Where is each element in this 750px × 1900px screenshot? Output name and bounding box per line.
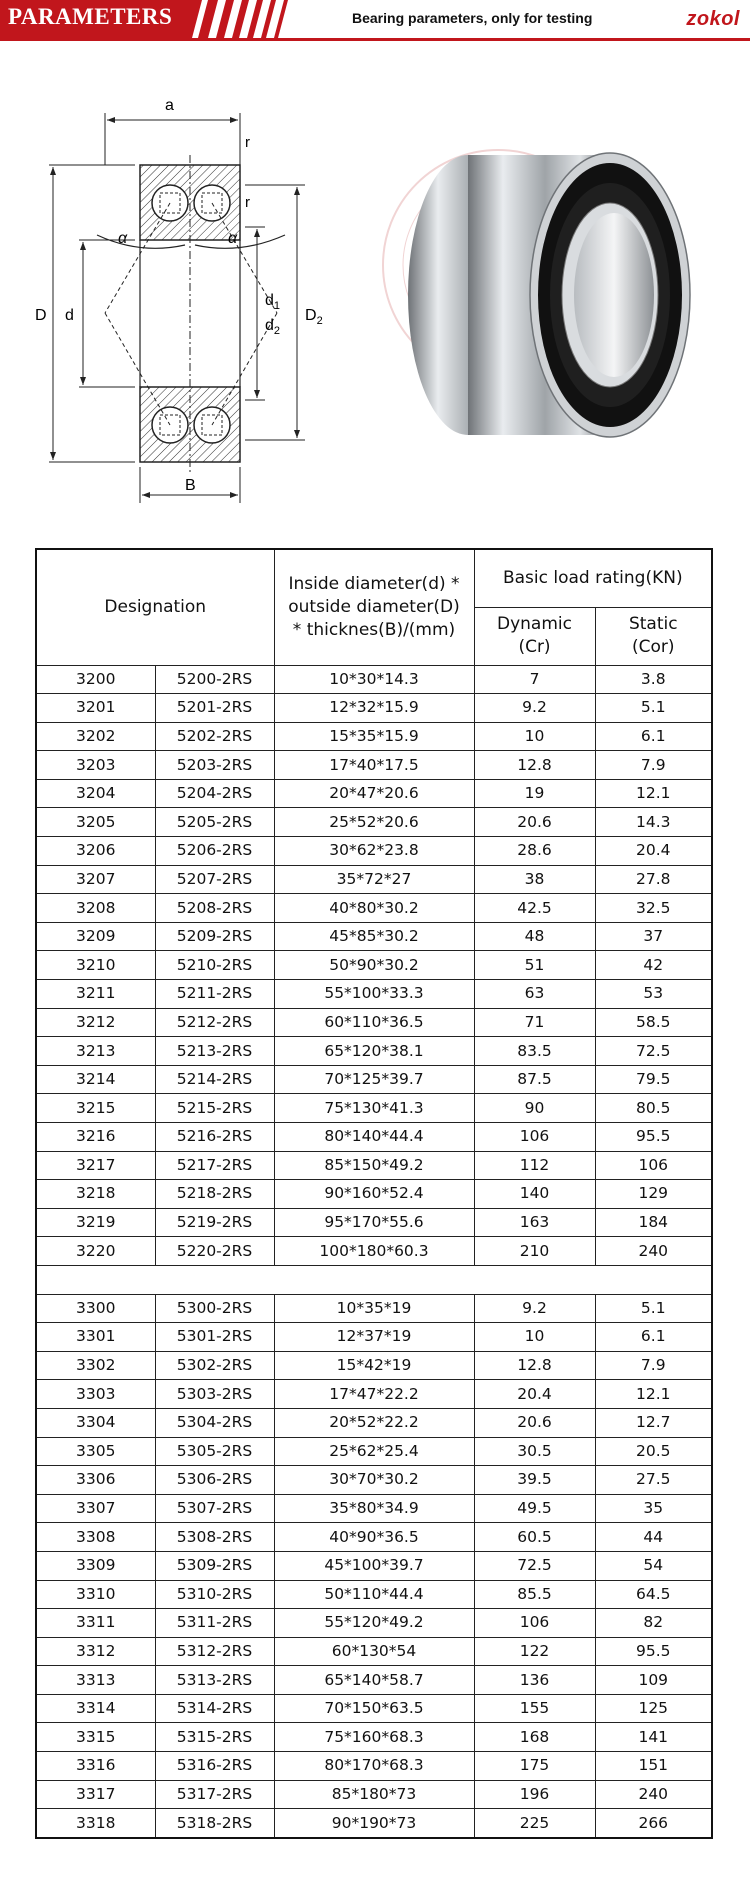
cell-static: 20.4 bbox=[595, 837, 712, 866]
table-row bbox=[36, 722, 712, 751]
cell-static: 141 bbox=[595, 1723, 712, 1752]
cell-series: 3214 bbox=[36, 1065, 155, 1094]
cell-dynamic: 10 bbox=[474, 722, 595, 751]
cell-designation: 5203-2RS bbox=[155, 751, 274, 780]
cell-dimensions: 65*120*38.1 bbox=[274, 1037, 474, 1066]
cell-designation: 5220-2RS bbox=[155, 1237, 274, 1266]
table-row bbox=[36, 1637, 712, 1666]
cell-dimensions: 20*47*20.6 bbox=[274, 779, 474, 808]
cell-designation: 5210-2RS bbox=[155, 951, 274, 980]
cell-dynamic: 9.2 bbox=[474, 694, 595, 723]
header-banner bbox=[0, 0, 750, 42]
label-r-top: r bbox=[245, 134, 250, 151]
cell-static: 240 bbox=[595, 1780, 712, 1809]
cell-dimensions: 80*140*44.4 bbox=[274, 1123, 474, 1152]
cell-designation: 5312-2RS bbox=[155, 1637, 274, 1666]
cell-dimensions: 75*130*41.3 bbox=[274, 1094, 474, 1123]
cell-series: 3300 bbox=[36, 1294, 155, 1323]
cell-designation: 5302-2RS bbox=[155, 1351, 274, 1380]
alpha-label-left: α bbox=[118, 230, 128, 247]
table-group-32xx bbox=[36, 665, 712, 1265]
cell-series: 3314 bbox=[36, 1694, 155, 1723]
cell-dynamic: 163 bbox=[474, 1208, 595, 1237]
table-row bbox=[36, 1666, 712, 1695]
cell-designation: 5217-2RS bbox=[155, 1151, 274, 1180]
cell-series: 3307 bbox=[36, 1494, 155, 1523]
cell-dimensions: 55*120*49.2 bbox=[274, 1609, 474, 1638]
cell-designation: 5204-2RS bbox=[155, 779, 274, 808]
cell-dimensions: 35*72*27 bbox=[274, 865, 474, 894]
cell-dynamic: 210 bbox=[474, 1237, 595, 1266]
cell-dimensions: 40*80*30.2 bbox=[274, 894, 474, 923]
table-row bbox=[36, 1437, 712, 1466]
cell-series: 3218 bbox=[36, 1180, 155, 1209]
label-d: d bbox=[65, 307, 74, 324]
table-row bbox=[36, 1180, 712, 1209]
table-group-separator bbox=[36, 1265, 712, 1294]
cell-dimensions: 75*160*68.3 bbox=[274, 1723, 474, 1752]
cell-designation: 5214-2RS bbox=[155, 1065, 274, 1094]
cell-designation: 5201-2RS bbox=[155, 694, 274, 723]
cell-designation: 5208-2RS bbox=[155, 894, 274, 923]
header-underline bbox=[0, 38, 750, 41]
cell-dimensions: 50*110*44.4 bbox=[274, 1580, 474, 1609]
cell-designation: 5315-2RS bbox=[155, 1723, 274, 1752]
cell-dimensions: 55*100*33.3 bbox=[274, 980, 474, 1009]
cell-dynamic: 60.5 bbox=[474, 1523, 595, 1552]
cell-dynamic: 175 bbox=[474, 1752, 595, 1781]
cell-static: 37 bbox=[595, 922, 712, 951]
table-row bbox=[36, 1208, 712, 1237]
label-r-mid: r bbox=[245, 194, 250, 211]
table-row bbox=[36, 1151, 712, 1180]
cell-designation: 5200-2RS bbox=[155, 665, 274, 694]
cell-dynamic: 168 bbox=[474, 1723, 595, 1752]
cell-static: 106 bbox=[595, 1151, 712, 1180]
cell-static: 82 bbox=[595, 1609, 712, 1638]
cell-designation: 5213-2RS bbox=[155, 1037, 274, 1066]
cell-dimensions: 50*90*30.2 bbox=[274, 951, 474, 980]
cell-series: 3212 bbox=[36, 1008, 155, 1037]
cell-designation: 5216-2RS bbox=[155, 1123, 274, 1152]
cell-dimensions: 70*125*39.7 bbox=[274, 1065, 474, 1094]
cell-designation: 5308-2RS bbox=[155, 1523, 274, 1552]
cell-dimensions: 25*62*25.4 bbox=[274, 1437, 474, 1466]
cell-series: 3204 bbox=[36, 779, 155, 808]
cell-static: 240 bbox=[595, 1237, 712, 1266]
cell-designation: 5205-2RS bbox=[155, 808, 274, 837]
cell-static: 20.5 bbox=[595, 1437, 712, 1466]
cell-dynamic: 140 bbox=[474, 1180, 595, 1209]
cell-dimensions: 45*100*39.7 bbox=[274, 1551, 474, 1580]
cell-static: 14.3 bbox=[595, 808, 712, 837]
cell-designation: 5300-2RS bbox=[155, 1294, 274, 1323]
cell-dimensions: 100*180*60.3 bbox=[274, 1237, 474, 1266]
cell-designation: 5311-2RS bbox=[155, 1609, 274, 1638]
table-row bbox=[36, 922, 712, 951]
table-row bbox=[36, 1037, 712, 1066]
brand-logo: zokol bbox=[686, 8, 740, 30]
cell-series: 3313 bbox=[36, 1666, 155, 1695]
cell-designation: 5313-2RS bbox=[155, 1666, 274, 1695]
cell-dynamic: 122 bbox=[474, 1637, 595, 1666]
table-row bbox=[36, 751, 712, 780]
cell-designation: 5215-2RS bbox=[155, 1094, 274, 1123]
cell-static: 7.9 bbox=[595, 751, 712, 780]
cell-static: 27.8 bbox=[595, 865, 712, 894]
cell-dynamic: 90 bbox=[474, 1094, 595, 1123]
table-row bbox=[36, 779, 712, 808]
label-d1: $d_1$ bbox=[265, 292, 281, 312]
page-subtitle: Bearing parameters, only for testing bbox=[352, 10, 593, 26]
cell-designation: 5318-2RS bbox=[155, 1809, 274, 1838]
cell-static: 53 bbox=[595, 980, 712, 1009]
cell-dynamic: 71 bbox=[474, 1008, 595, 1037]
cell-dynamic: 85.5 bbox=[474, 1580, 595, 1609]
cell-dynamic: 72.5 bbox=[474, 1551, 595, 1580]
cell-series: 3302 bbox=[36, 1351, 155, 1380]
cell-designation: 5211-2RS bbox=[155, 980, 274, 1009]
cell-dynamic: 39.5 bbox=[474, 1466, 595, 1495]
cell-static: 95.5 bbox=[595, 1123, 712, 1152]
cell-static: 58.5 bbox=[595, 1008, 712, 1037]
cell-dynamic: 51 bbox=[474, 951, 595, 980]
cell-static: 44 bbox=[595, 1523, 712, 1552]
cell-dynamic: 63 bbox=[474, 980, 595, 1009]
cell-dimensions: 20*52*22.2 bbox=[274, 1408, 474, 1437]
header-load-rating: Basic load rating(KN) bbox=[474, 549, 712, 607]
label-D2: $D_2$ bbox=[305, 307, 323, 327]
cell-dynamic: 10 bbox=[474, 1323, 595, 1352]
cell-dynamic: 12.8 bbox=[474, 751, 595, 780]
cell-series: 3305 bbox=[36, 1437, 155, 1466]
cell-dynamic: 83.5 bbox=[474, 1037, 595, 1066]
cell-series: 3202 bbox=[36, 722, 155, 751]
table-row bbox=[36, 1008, 712, 1037]
cell-dynamic: 38 bbox=[474, 865, 595, 894]
bearing-parameters-table bbox=[35, 548, 711, 1839]
cell-designation: 5218-2RS bbox=[155, 1180, 274, 1209]
cell-designation: 5209-2RS bbox=[155, 922, 274, 951]
cell-designation: 5304-2RS bbox=[155, 1408, 274, 1437]
label-a: a bbox=[165, 97, 174, 114]
cell-dynamic: 87.5 bbox=[474, 1065, 595, 1094]
cell-series: 3203 bbox=[36, 751, 155, 780]
cell-designation: 5202-2RS bbox=[155, 722, 274, 751]
cell-designation: 5207-2RS bbox=[155, 865, 274, 894]
cell-static: 64.5 bbox=[595, 1580, 712, 1609]
cell-static: 32.5 bbox=[595, 894, 712, 923]
cell-dynamic: 196 bbox=[474, 1780, 595, 1809]
cell-static: 7.9 bbox=[595, 1351, 712, 1380]
cell-static: 125 bbox=[595, 1694, 712, 1723]
cell-dimensions: 12*37*19 bbox=[274, 1323, 474, 1352]
table-row bbox=[36, 1065, 712, 1094]
header-dimensions: Inside diameter(d) * outside diameter(D) * thicknes(B)/(mm) bbox=[274, 549, 474, 665]
table-row bbox=[36, 1494, 712, 1523]
bearing-photo bbox=[378, 135, 718, 455]
cell-series: 3206 bbox=[36, 837, 155, 866]
cell-static: 129 bbox=[595, 1180, 712, 1209]
table-row bbox=[36, 1323, 712, 1352]
cell-static: 12.1 bbox=[595, 779, 712, 808]
header-static: Static (Cor) bbox=[595, 607, 712, 665]
cell-dynamic: 20.6 bbox=[474, 1408, 595, 1437]
cell-series: 3205 bbox=[36, 808, 155, 837]
table-row bbox=[36, 1609, 712, 1638]
cell-designation: 5219-2RS bbox=[155, 1208, 274, 1237]
cell-designation: 5310-2RS bbox=[155, 1580, 274, 1609]
table-row bbox=[36, 1094, 712, 1123]
cell-dimensions: 90*160*52.4 bbox=[274, 1180, 474, 1209]
cell-dynamic: 106 bbox=[474, 1123, 595, 1152]
cell-static: 5.1 bbox=[595, 1294, 712, 1323]
cell-series: 3200 bbox=[36, 665, 155, 694]
table-row bbox=[36, 665, 712, 694]
cell-designation: 5206-2RS bbox=[155, 837, 274, 866]
table-row bbox=[36, 1694, 712, 1723]
cell-dimensions: 45*85*30.2 bbox=[274, 922, 474, 951]
cell-dynamic: 20.4 bbox=[474, 1380, 595, 1409]
table-row bbox=[36, 694, 712, 723]
cell-static: 109 bbox=[595, 1666, 712, 1695]
cell-dimensions: 30*62*23.8 bbox=[274, 837, 474, 866]
cell-designation: 5317-2RS bbox=[155, 1780, 274, 1809]
table-row bbox=[36, 1523, 712, 1552]
cell-designation: 5306-2RS bbox=[155, 1466, 274, 1495]
table-row bbox=[36, 1580, 712, 1609]
table-row bbox=[36, 1809, 712, 1838]
cell-designation: 5316-2RS bbox=[155, 1752, 274, 1781]
cell-dimensions: 95*170*55.6 bbox=[274, 1208, 474, 1237]
cell-dimensions: 35*80*34.9 bbox=[274, 1494, 474, 1523]
cell-static: 72.5 bbox=[595, 1037, 712, 1066]
cell-dynamic: 28.6 bbox=[474, 837, 595, 866]
cell-dimensions: 25*52*20.6 bbox=[274, 808, 474, 837]
cell-dynamic: 12.8 bbox=[474, 1351, 595, 1380]
cell-series: 3315 bbox=[36, 1723, 155, 1752]
cell-dynamic: 112 bbox=[474, 1151, 595, 1180]
cell-static: 3.8 bbox=[595, 665, 712, 694]
cell-dimensions: 90*190*73 bbox=[274, 1809, 474, 1838]
cell-dimensions: 65*140*58.7 bbox=[274, 1666, 474, 1695]
cell-designation: 5314-2RS bbox=[155, 1694, 274, 1723]
cell-dynamic: 30.5 bbox=[474, 1437, 595, 1466]
cell-series: 3220 bbox=[36, 1237, 155, 1266]
cell-series: 3216 bbox=[36, 1123, 155, 1152]
label-D: D bbox=[35, 307, 47, 324]
cell-series: 3210 bbox=[36, 951, 155, 980]
table-row bbox=[36, 1752, 712, 1781]
cell-static: 266 bbox=[595, 1809, 712, 1838]
cell-dynamic: 7 bbox=[474, 665, 595, 694]
table-row bbox=[36, 808, 712, 837]
cell-static: 12.1 bbox=[595, 1380, 712, 1409]
cell-dynamic: 225 bbox=[474, 1809, 595, 1838]
cell-dimensions: 12*32*15.9 bbox=[274, 694, 474, 723]
header-stripes bbox=[188, 0, 338, 38]
table-row bbox=[36, 1780, 712, 1809]
cell-static: 79.5 bbox=[595, 1065, 712, 1094]
cell-dynamic: 136 bbox=[474, 1666, 595, 1695]
table-row bbox=[36, 1294, 712, 1323]
header-designation: Designation bbox=[36, 549, 274, 665]
table-row bbox=[36, 980, 712, 1009]
cell-dimensions: 70*150*63.5 bbox=[274, 1694, 474, 1723]
table-row bbox=[36, 1466, 712, 1495]
cell-dimensions: 15*35*15.9 bbox=[274, 722, 474, 751]
cell-dynamic: 106 bbox=[474, 1609, 595, 1638]
table-row bbox=[36, 865, 712, 894]
cell-dynamic: 49.5 bbox=[474, 1494, 595, 1523]
cell-static: 151 bbox=[595, 1752, 712, 1781]
table-row bbox=[36, 1551, 712, 1580]
table-row bbox=[36, 1380, 712, 1409]
cell-series: 3213 bbox=[36, 1037, 155, 1066]
cell-dynamic: 9.2 bbox=[474, 1294, 595, 1323]
cell-static: 6.1 bbox=[595, 1323, 712, 1352]
table-row bbox=[36, 1723, 712, 1752]
table-row bbox=[36, 1408, 712, 1437]
cell-dimensions: 85*150*49.2 bbox=[274, 1151, 474, 1180]
cell-static: 184 bbox=[595, 1208, 712, 1237]
cell-dimensions: 17*47*22.2 bbox=[274, 1380, 474, 1409]
cell-series: 3311 bbox=[36, 1609, 155, 1638]
cell-dynamic: 155 bbox=[474, 1694, 595, 1723]
cell-series: 3207 bbox=[36, 865, 155, 894]
cell-dynamic: 19 bbox=[474, 779, 595, 808]
cell-series: 3217 bbox=[36, 1151, 155, 1180]
cell-designation: 5303-2RS bbox=[155, 1380, 274, 1409]
cell-dynamic: 48 bbox=[474, 922, 595, 951]
table-row bbox=[36, 1237, 712, 1266]
cell-series: 3219 bbox=[36, 1208, 155, 1237]
cell-dimensions: 60*130*54 bbox=[274, 1637, 474, 1666]
cell-dimensions: 60*110*36.5 bbox=[274, 1008, 474, 1037]
cell-series: 3316 bbox=[36, 1752, 155, 1781]
cell-series: 3317 bbox=[36, 1780, 155, 1809]
cell-designation: 5307-2RS bbox=[155, 1494, 274, 1523]
cell-dimensions: 40*90*36.5 bbox=[274, 1523, 474, 1552]
cell-static: 54 bbox=[595, 1551, 712, 1580]
table-row bbox=[36, 1351, 712, 1380]
cell-series: 3211 bbox=[36, 980, 155, 1009]
cell-static: 42 bbox=[595, 951, 712, 980]
cell-series: 3201 bbox=[36, 694, 155, 723]
cell-series: 3309 bbox=[36, 1551, 155, 1580]
cell-dimensions: 80*170*68.3 bbox=[274, 1752, 474, 1781]
cell-static: 27.5 bbox=[595, 1466, 712, 1495]
cell-static: 6.1 bbox=[595, 722, 712, 751]
label-d2: $d_2$ bbox=[265, 317, 281, 337]
table-group-33xx bbox=[36, 1294, 712, 1838]
cell-designation: 5212-2RS bbox=[155, 1008, 274, 1037]
cell-static: 5.1 bbox=[595, 694, 712, 723]
cell-series: 3318 bbox=[36, 1809, 155, 1838]
table-row bbox=[36, 837, 712, 866]
cell-series: 3215 bbox=[36, 1094, 155, 1123]
table-row bbox=[36, 951, 712, 980]
page-title: PARAMETERS bbox=[8, 4, 173, 29]
cell-series: 3308 bbox=[36, 1523, 155, 1552]
label-B: B bbox=[185, 477, 196, 494]
table-row bbox=[36, 894, 712, 923]
alpha-label-right: α bbox=[228, 230, 238, 247]
cell-dimensions: 10*35*19 bbox=[274, 1294, 474, 1323]
cell-dimensions: 17*40*17.5 bbox=[274, 751, 474, 780]
cell-static: 35 bbox=[595, 1494, 712, 1523]
cell-dimensions: 30*70*30.2 bbox=[274, 1466, 474, 1495]
cell-dynamic: 20.6 bbox=[474, 808, 595, 837]
cell-dimensions: 10*30*14.3 bbox=[274, 665, 474, 694]
cell-static: 95.5 bbox=[595, 1637, 712, 1666]
table-row bbox=[36, 1123, 712, 1152]
cell-designation: 5301-2RS bbox=[155, 1323, 274, 1352]
cell-static: 80.5 bbox=[595, 1094, 712, 1123]
cell-series: 3208 bbox=[36, 894, 155, 923]
cell-dimensions: 15*42*19 bbox=[274, 1351, 474, 1380]
header-dynamic: Dynamic (Cr) bbox=[474, 607, 595, 665]
cell-designation: 5305-2RS bbox=[155, 1437, 274, 1466]
cell-series: 3209 bbox=[36, 922, 155, 951]
cell-designation: 5309-2RS bbox=[155, 1551, 274, 1580]
cell-series: 3310 bbox=[36, 1580, 155, 1609]
cell-dynamic: 42.5 bbox=[474, 894, 595, 923]
cell-dimensions: 85*180*73 bbox=[274, 1780, 474, 1809]
cell-series: 3306 bbox=[36, 1466, 155, 1495]
cell-series: 3312 bbox=[36, 1637, 155, 1666]
bearing-cross-section-diagram bbox=[35, 95, 365, 515]
cell-series: 3301 bbox=[36, 1323, 155, 1352]
cell-series: 3303 bbox=[36, 1380, 155, 1409]
cell-static: 12.7 bbox=[595, 1408, 712, 1437]
cell-series: 3304 bbox=[36, 1408, 155, 1437]
